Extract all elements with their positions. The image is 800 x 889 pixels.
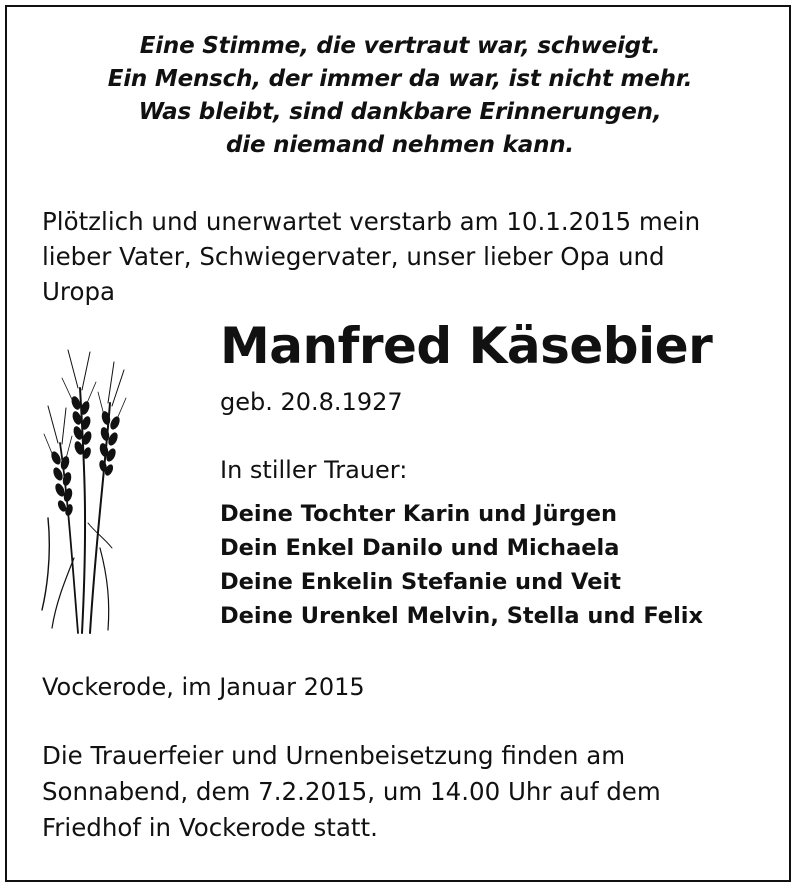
poem-line: die niemand nehmen kann. bbox=[226, 132, 574, 158]
poem-line: Eine Stimme, die vertraut war, schweigt. bbox=[139, 33, 661, 59]
mourning-label: In stiller Trauer: bbox=[220, 456, 408, 484]
funeral-line: Sonnabend, dem 7.2.2015, um 14.00 Uhr auf dem bbox=[42, 777, 661, 806]
announcement-line: Uropa bbox=[42, 277, 116, 306]
family-list bbox=[220, 497, 703, 633]
deceased-name: Manfred Käsebier bbox=[220, 317, 713, 375]
funeral-line: Die Trauerfeier und Urnenbeisetzung finden am bbox=[42, 741, 626, 770]
announcement-line: lieber Vater, Schwiegervater, unser lieber Opa und bbox=[42, 242, 665, 271]
funeral-details bbox=[42, 738, 661, 846]
poem-line: Was bleibt, sind dankbare Erinnerungen, bbox=[138, 99, 662, 125]
funeral-line: Friedhof in Vockerode statt. bbox=[42, 813, 378, 842]
place-and-date: Vockerode, im Januar 2015 bbox=[42, 673, 365, 701]
wheat-ears-icon bbox=[38, 348, 128, 638]
family-member: Deine Enkelin Stefanie und Veit bbox=[220, 569, 621, 595]
family-member: Deine Urenkel Melvin, Stella und Felix bbox=[220, 603, 704, 629]
poem-line: Ein Mensch, der immer da war, ist nicht mehr. bbox=[107, 66, 693, 92]
birth-date: geb. 20.8.1927 bbox=[220, 388, 403, 416]
announcement-line: Plötzlich und unerwartet verstarb am 10.1.2015 mein bbox=[42, 207, 701, 236]
death-announcement bbox=[42, 204, 762, 309]
family-member: Deine Tochter Karin und Jürgen bbox=[220, 501, 618, 527]
family-member: Dein Enkel Danilo und Michaela bbox=[220, 535, 620, 561]
memorial-poem bbox=[0, 30, 800, 162]
